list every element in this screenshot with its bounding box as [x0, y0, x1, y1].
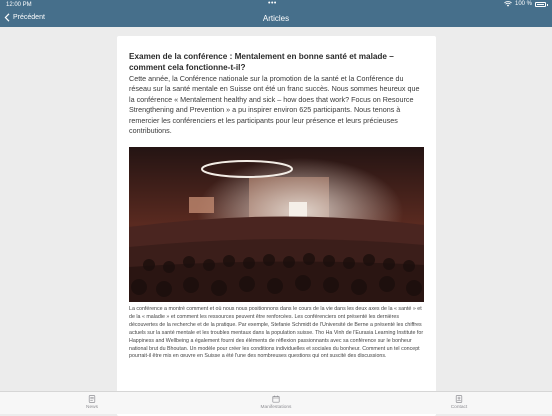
status-time: 12:00 PM [6, 2, 32, 8]
battery-percent: 100 % [514, 1, 532, 7]
tab-manifestations[interactable] [236, 395, 316, 410]
battery-icon [535, 2, 546, 7]
back-label: Précédent [13, 14, 45, 21]
article-title: Examen de la conférence : Mentalement en bonne santé et malade – comment cela fonctionne-t-il? [129, 52, 394, 72]
page-title: Articles [262, 14, 290, 23]
multitasking-dots[interactable]: ••• [268, 0, 277, 7]
status-right [504, 1, 546, 7]
calendar-icon [272, 395, 280, 403]
article-lead: Cette année, la Conférence nationale sur la promotion de la santé et la Conférence du réseau sur la santé mentale en Suisse ont été un franc succès. Nous sommes heureux que la conférence « Mentalement healthy and sick – how does that work? Focus on Resource Strengthening and Prevention » a pu inspirer environ 625 participants. Nous tenons à remercier les conférenciers et les participants pour leur présence et leurs précieuses contributions. [129, 74, 420, 136]
tab-news[interactable] [52, 395, 132, 410]
tab-manifestations-label: Manifestations [260, 405, 292, 410]
wifi-icon [504, 1, 512, 7]
conference-hall-photo [129, 147, 424, 302]
article-body: La conférence a montré comment et où nous nous positionnons dans le cours de la vie dans les deux axes de la « santé » et de la « maladie » et comment les ressources peuvent être renforcées. Les conférenciers ont présenté les dernières découvertes de la recherche et de la pratique. Par exemple, Stefanie Schmidt de l'Université de Berne a présenté les chiffres actuels sur la santé mentale et les troubles mentaux dans la population suisse. Tho Ha Vinh de l'Eurasia Learning Institute for Happiness and Wellbeing a également fourni des éléments de réflexion passionnants avec sa conférence sur le bonheur national brut du Bhoutan. Un modèle pour créer les conditions individuelles et sociales du bonheur. Comment un tel concept pourrait-il être mis en œuvre en Suisse a été l'une des nombreuses questions qui ont suscité des discussions. [129, 306, 424, 360]
tab-news-label: News [86, 405, 98, 410]
tab-contact-label: Contact [450, 405, 468, 410]
navigation-bar [0, 10, 552, 27]
contact-icon [455, 395, 463, 403]
news-icon [88, 395, 96, 403]
article-card [117, 36, 436, 416]
article-scroll-area[interactable] [0, 27, 552, 391]
tab-contact[interactable] [419, 395, 499, 410]
status-bar [0, 0, 552, 10]
tab-bar [0, 391, 552, 414]
